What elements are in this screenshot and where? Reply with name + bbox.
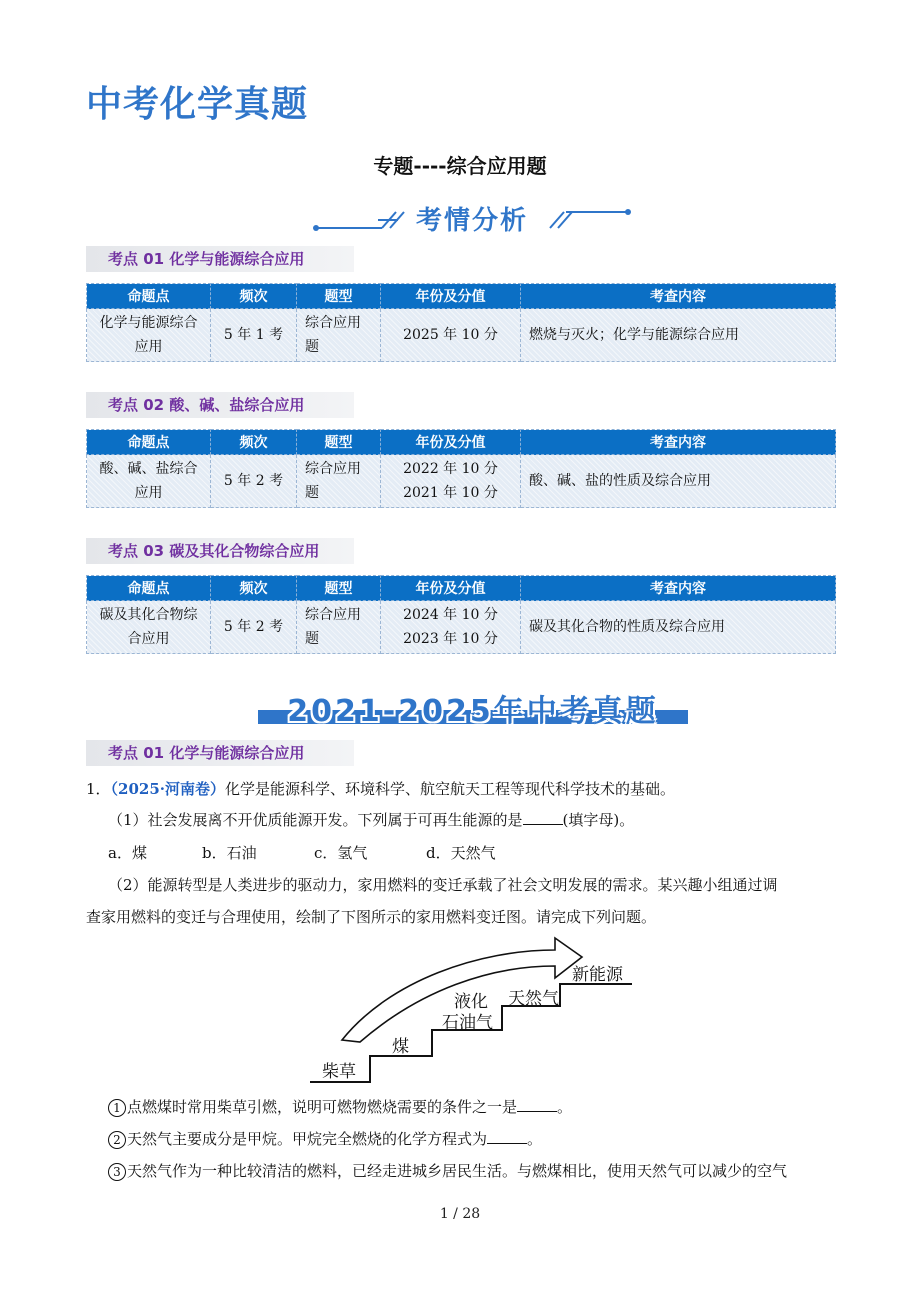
th-topic: 命题点	[87, 284, 211, 309]
part-1-text: （1）社会发展离不开优质能源开发。下列属于可再生能源的是	[108, 811, 523, 829]
th-type: 题型	[297, 576, 381, 601]
part-1-suffix: (填字母)。	[562, 811, 635, 829]
cell-content: 酸、碱、盐的性质及综合应用	[521, 455, 836, 508]
th-topic: 命题点	[87, 576, 211, 601]
cell-type: 综合应用题	[297, 309, 381, 362]
cell-frequency: 5 年 2 考	[211, 601, 297, 654]
years-banner-text: 2021-2025年中考真题	[287, 694, 659, 729]
step-label-natural-gas: 天然气	[508, 989, 559, 1009]
cell-years	[381, 601, 521, 654]
option-c: c．氢气	[314, 844, 368, 862]
cell-topic: 化学与能源综合应用	[87, 309, 211, 362]
section2-heading	[86, 740, 354, 766]
step-label-new-energy: 新能源	[572, 965, 623, 985]
th-years: 年份及分值	[381, 576, 521, 601]
info-table-3	[86, 575, 836, 654]
question-number: 1．	[86, 780, 111, 798]
section2-heading-text: 考点 01 化学与能源综合应用	[108, 744, 305, 762]
cell-content: 碳及其化合物的性质及综合应用	[521, 601, 836, 654]
point-heading-3-text: 考点 03 碳及其化合物综合应用	[108, 542, 320, 560]
sub-question-1-text: 点燃煤时常用柴草引燃，说明可燃物燃烧需要的条件之一是	[127, 1098, 518, 1116]
question-part-2-line2: 查家用燃料的变迁与合理使用，绘制了下图所示的家用燃料变迁图。请完成下列问题。	[86, 908, 657, 926]
year-entry: 2023 年 10 分	[403, 631, 498, 647]
option-a: a．煤	[108, 844, 147, 862]
step-label-firewood: 柴草	[322, 1062, 356, 1082]
document-header-title: 中考化学真题	[86, 84, 309, 125]
cell-content: 燃烧与灭火；化学与能源综合应用	[521, 309, 836, 362]
cell-frequency: 5 年 1 考	[211, 309, 297, 362]
step-label-lpg-1: 液化	[454, 992, 488, 1012]
cell-frequency: 5 年 2 考	[211, 455, 297, 508]
answer-blank	[487, 1129, 527, 1144]
point-heading-1	[86, 246, 354, 272]
option-d: d．天然气	[426, 844, 496, 862]
table-header-row	[87, 284, 836, 309]
th-topic: 命题点	[87, 430, 211, 455]
step-label-lpg-2: 石油气	[442, 1013, 493, 1033]
sub-question-1	[108, 1096, 572, 1118]
year-entry: 2022 年 10 分	[403, 461, 498, 477]
page-number: 1 / 28	[439, 1206, 481, 1222]
year-entry: 2021 年 10 分	[403, 485, 498, 501]
years-banner	[258, 686, 688, 730]
question-1-stem	[86, 778, 675, 800]
th-content: 考查内容	[521, 284, 836, 309]
cell-topic: 碳及其化合物综合应用	[87, 601, 211, 654]
question-part-2-line1: （2）能源转型是人类进步的驱动力，家用燃料的变迁承载了社会文明发展的需求。某兴趣小组通过调	[108, 876, 778, 894]
sub-question-2	[108, 1128, 542, 1150]
sub-question-3-text: 天然气作为一种比较清洁的燃料，已经走进城乡居民生活。与燃煤相比，使用天然气可以减少的空气	[127, 1162, 788, 1180]
table-row	[87, 455, 836, 508]
circled-number: 1	[108, 1099, 126, 1117]
question-stem-text: 化学是能源科学、环境科学、航空航天工程等现代科学技术的基础。	[225, 780, 676, 798]
table-row	[87, 309, 836, 362]
point-heading-3	[86, 538, 354, 564]
th-years: 年份及分值	[381, 430, 521, 455]
th-content: 考查内容	[521, 576, 836, 601]
th-years: 年份及分值	[381, 284, 521, 309]
point-heading-2	[86, 392, 354, 418]
analysis-banner	[312, 200, 632, 240]
answer-blank	[517, 1097, 557, 1112]
step-label-coal: 煤	[392, 1037, 409, 1057]
info-table-1	[86, 283, 836, 362]
sub-question-2-text: 天然气主要成分是甲烷。甲烷完全燃烧的化学方程式为	[127, 1130, 488, 1148]
th-frequency: 频次	[211, 576, 297, 601]
year-entry: 2025 年 10 分	[403, 327, 498, 343]
th-frequency: 频次	[211, 284, 297, 309]
th-type: 题型	[297, 430, 381, 455]
th-frequency: 频次	[211, 430, 297, 455]
question-part-1	[108, 809, 634, 831]
th-content: 考查内容	[521, 430, 836, 455]
question-source: （2025·河南卷）	[110, 780, 226, 798]
th-type: 题型	[297, 284, 381, 309]
year-entry: 2024 年 10 分	[403, 607, 498, 623]
point-heading-1-text: 考点 01 化学与能源综合应用	[108, 250, 305, 268]
cell-years	[381, 455, 521, 508]
circled-number: 2	[108, 1131, 126, 1149]
circled-number: 3	[108, 1163, 126, 1181]
option-b: b．石油	[202, 844, 257, 862]
table-header-row	[87, 576, 836, 601]
info-table-2	[86, 429, 836, 508]
sub-question-1-suffix: 。	[557, 1098, 573, 1116]
analysis-banner-text: 考情分析	[415, 206, 528, 236]
cell-type: 综合应用题	[297, 601, 381, 654]
table-row	[87, 601, 836, 654]
point-heading-2-text: 考点 02 酸、碱、盐综合应用	[108, 396, 305, 414]
sub-question-3	[108, 1160, 787, 1182]
sub-question-2-suffix: 。	[527, 1130, 543, 1148]
fuel-transition-diagram	[310, 930, 640, 1090]
table-header-row	[87, 430, 836, 455]
answer-blank	[523, 810, 563, 825]
cell-topic: 酸、碱、盐综合应用	[87, 455, 211, 508]
cell-years	[381, 309, 521, 362]
topic-title: 专题----综合应用题	[373, 154, 547, 178]
cell-type: 综合应用题	[297, 455, 381, 508]
